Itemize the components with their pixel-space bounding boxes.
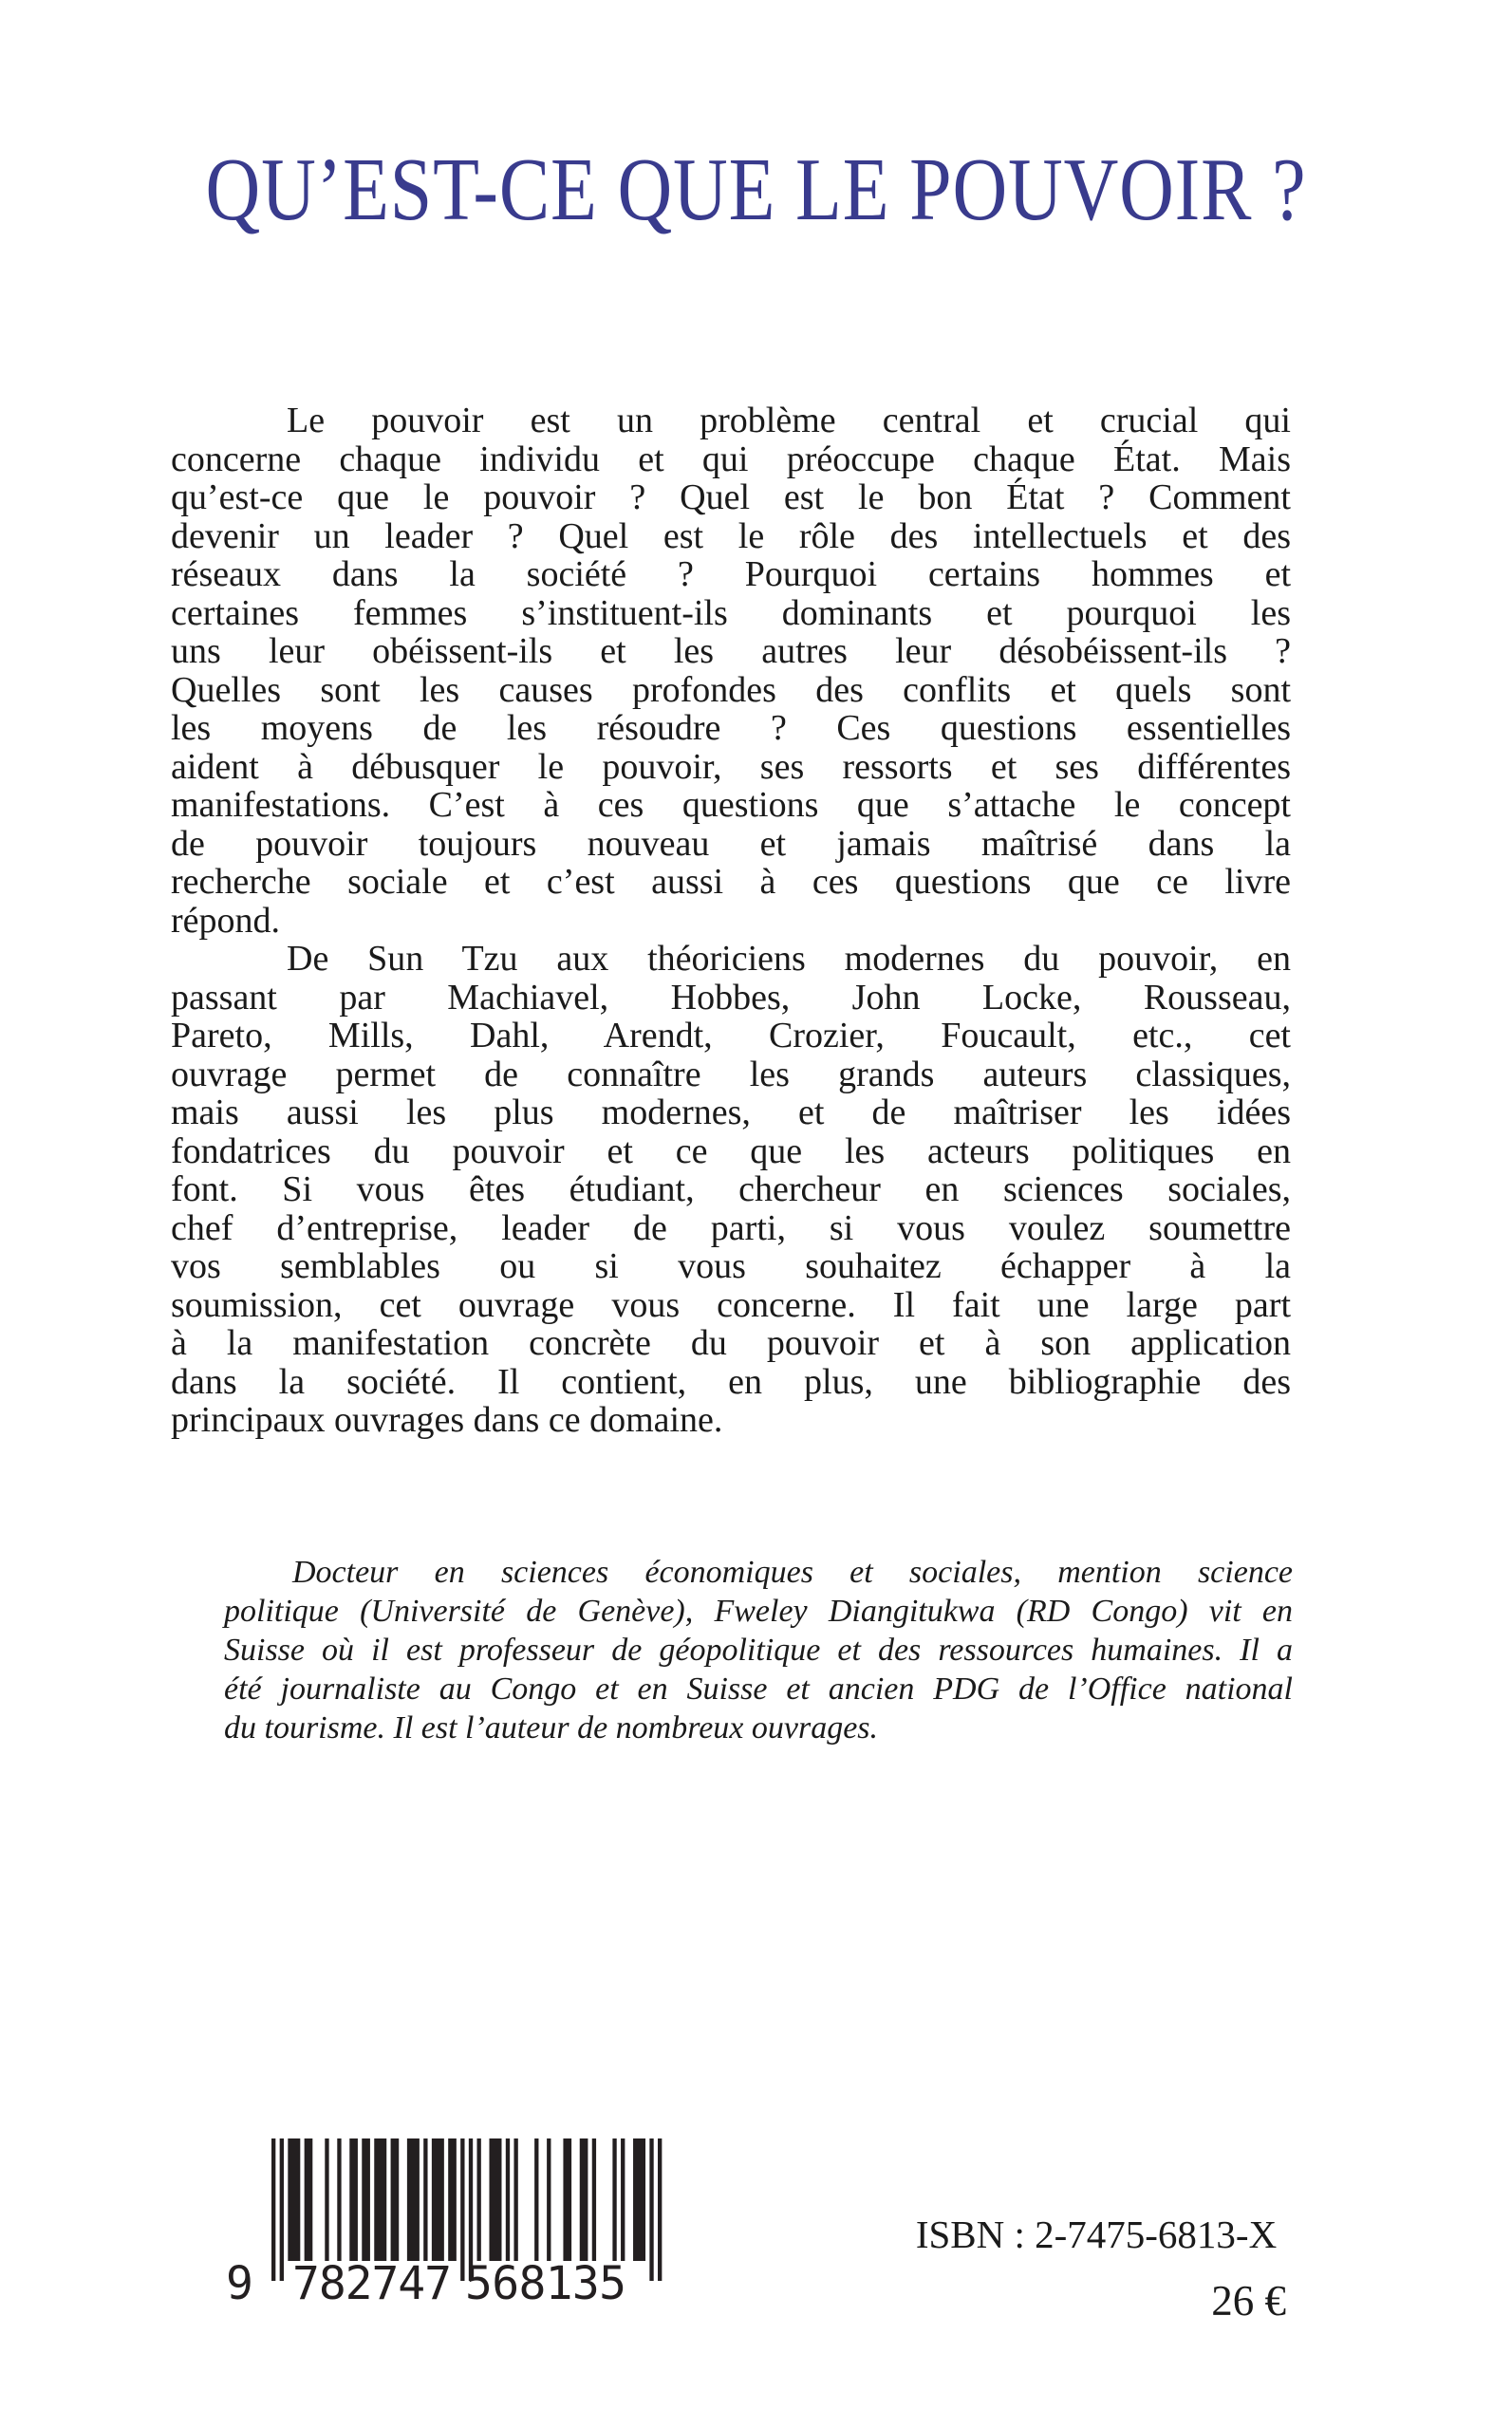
text-line: de pouvoir toujours nouveau et jamais maîtrisé dans la [171, 823, 1291, 864]
text-line: aident à débusquer le pouvoir, ses ressorts et ses différentes [171, 746, 1291, 787]
synopsis-paragraph-2 [171, 940, 1291, 1440]
svg-text:9: 9 [226, 2257, 253, 2307]
synopsis-paragraph-1 [171, 402, 1291, 940]
text-line: qu’est-ce que le pouvoir ? Quel est le bon État ? Comment [171, 477, 1291, 517]
svg-text:568135: 568135 [465, 2257, 626, 2307]
text-line: Le pouvoir est un problème central et crucial qui [287, 401, 1291, 440]
svg-text:782747: 782747 [292, 2257, 452, 2307]
text-line: Pareto, Mills, Dahl, Arendt, Crozier, Foucault, etc., cet [171, 1016, 1291, 1055]
text-line: du tourisme. Il est l’auteur de nombreux ouvrages. [224, 1710, 879, 1746]
text-line: Quelles sont les causes profondes des conflits et quels sont [171, 669, 1291, 710]
text-line: politique (Université de Genève), Fweley Diangitukwa (RD Congo) vit en [224, 1594, 1293, 1629]
text-line: recherche sociale et c’est aussi à ces questions que ce livre [171, 862, 1291, 902]
text-line: passant par Machiavel, Hobbes, John Locke, Rousseau, [171, 977, 1291, 1018]
text-line: les moyens de les résoudre ? Ces questions essentielles [171, 708, 1291, 748]
page-title: QU’EST-CE QUE LE POUVOIR ? [205, 140, 1307, 239]
text-line: soumission, cet ouvrage vous concerne. Il fait une large part [171, 1284, 1291, 1325]
text-line: devenir un leader ? Quel est le rôle des intellectuels et des [171, 515, 1291, 556]
text-line: uns leur obéissent-ils et les autres leur désobéissent-ils ? [171, 631, 1291, 671]
text-line: font. Si vous êtes étudiant, chercheur en sciences sociales, [171, 1169, 1291, 1209]
text-line: Docteur en sciences économiques et sociales, mention science [292, 1555, 1293, 1590]
ean13-barcode [226, 2138, 672, 2307]
text-line: certaines femmes s’instituent-ils dominants et pourquoi les [171, 592, 1291, 633]
isbn-text: ISBN : 2-7475-6813-X [915, 2213, 1278, 2256]
text-line: manifestations. C’est à ces questions que s’attache le concept [171, 785, 1291, 825]
text-line: réseaux dans la société ? Pourquoi certains hommes et [171, 554, 1291, 594]
text-line: à la manifestation concrète du pouvoir et à son application [171, 1323, 1291, 1363]
text-line: dans la société. Il contient, en plus, une bibliographie des [171, 1361, 1291, 1402]
text-line: été journaliste au Congo et en Suisse et ancien PDG de l’Office national [224, 1671, 1293, 1707]
text-line: vos semblables ou si vous souhaitez échapper à la [171, 1246, 1291, 1286]
author-bio [224, 1553, 1293, 1747]
synopsis-block [171, 402, 1291, 1440]
text-line: mais aussi les plus modernes, et de maîtriser les idées [171, 1092, 1291, 1132]
text-line: répond. [171, 900, 281, 941]
text-line: De Sun Tzu aux théoriciens modernes du pouvoir, en [287, 939, 1291, 979]
text-line: concerne chaque individu et qui préoccupe chaque État. Mais [171, 439, 1291, 479]
text-line: Suisse où il est professeur de géopolitique et des ressources humaines. Il a [224, 1633, 1293, 1668]
text-line: fondatrices du pouvoir et ce que les acteurs politiques en [171, 1130, 1291, 1171]
text-line: ouvrage permet de connaître les grands auteurs classiques, [171, 1054, 1291, 1094]
text-line: principaux ouvrages dans ce domaine. [171, 1400, 723, 1440]
text-line: chef d’entreprise, leader de parti, si vous voulez soumettre [171, 1207, 1291, 1248]
price-text: 26 € [1211, 2277, 1286, 2325]
